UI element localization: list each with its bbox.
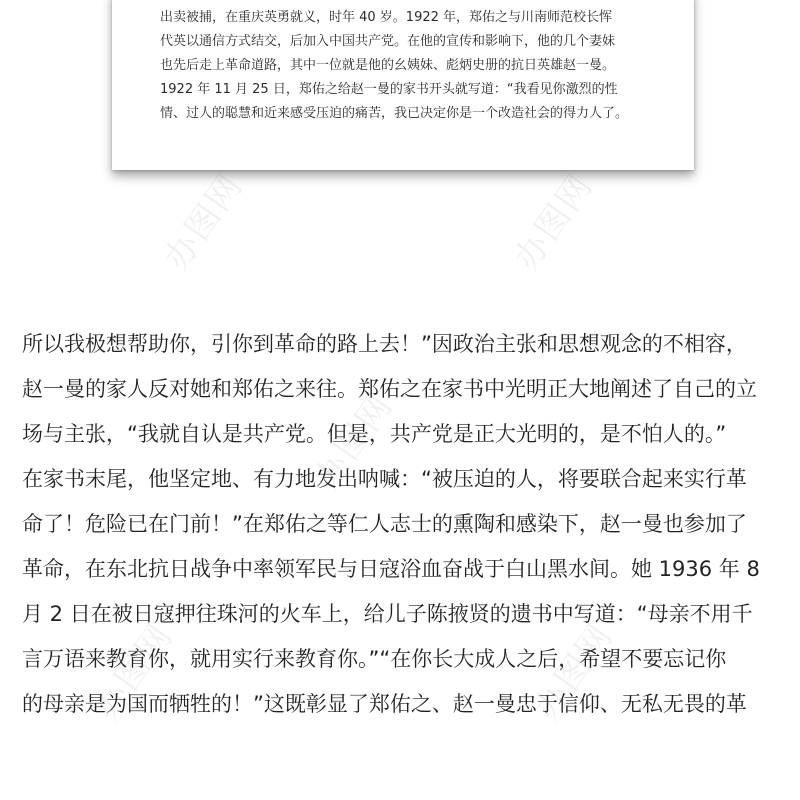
watermark: 办图网 (306, 386, 402, 498)
body-line: 月 2 日在被日寇押往珠河的火车上，给儿子陈掖贤的遗书中写道：“母亲不用千 (22, 602, 753, 626)
body-line: 在家书末尾，他坚定地、有力地发出呐喊：“被压迫的人，将要联合起来实行革 (22, 467, 747, 491)
body-paragraph (22, 322, 782, 727)
body-line: 革命，在东北抗日战争中率领军民与日寇浴血奋战于白山黑水间。她 1936 年 8 (22, 557, 760, 581)
card-paragraph (160, 6, 650, 126)
body-line: 命了！危险已在门前！”在郑佑之等仁人志士的熏陶和感染下，赵一曼也参加了 (22, 512, 747, 536)
body-line: 场与主张，“我就自认是共产党。但是，共产党是正大光明的，是不怕人的。” (22, 422, 727, 446)
card-line: 也先后走上革命道路，其中一位就是他的幺姨妹、彪炳史册的抗日英雄赵一曼。 (160, 58, 616, 73)
card-line: 1922 年 11 月 25 日，郑佑之给赵一曼的家书开头就写道：“我看见你激烈的性 (160, 82, 618, 97)
body-line: 赵一曼的家人反对她和郑佑之来往。郑佑之在家书中光明正大地阐述了自己的立 (22, 377, 757, 401)
card-line: 情、过人的聪慧和近来感受压迫的痛苦，我已决定你是一个改造社会的得力人了。 (160, 106, 629, 121)
watermark: 办图网 (526, 616, 622, 728)
watermark: 办图网 (506, 166, 602, 278)
body-line: 所以我极想帮助你，引你到革命的路上去！”因政治主张和思想观念的不相容， (22, 332, 747, 356)
card-line: 出卖被捕，在重庆英勇就义，时年 40 岁。1922 年，郑佑之与川南师范校长恽 (160, 10, 613, 25)
body-line: 言万语来教育你，就用实行来教育你。”“在你长大成人之后，希望不要忘记你 (22, 647, 727, 671)
card-line: 代英以通信方式结交，后加入中国共产党。在他的宣传和影响下，他的几个妻妹 (160, 34, 616, 49)
watermark: 办图网 (86, 616, 182, 728)
body-line: 的母亲是为国而牺牲的！”这既彰显了郑佑之、赵一曼忠于信仰、无私无畏的革 (22, 692, 747, 716)
watermark: 办图网 (156, 166, 252, 278)
